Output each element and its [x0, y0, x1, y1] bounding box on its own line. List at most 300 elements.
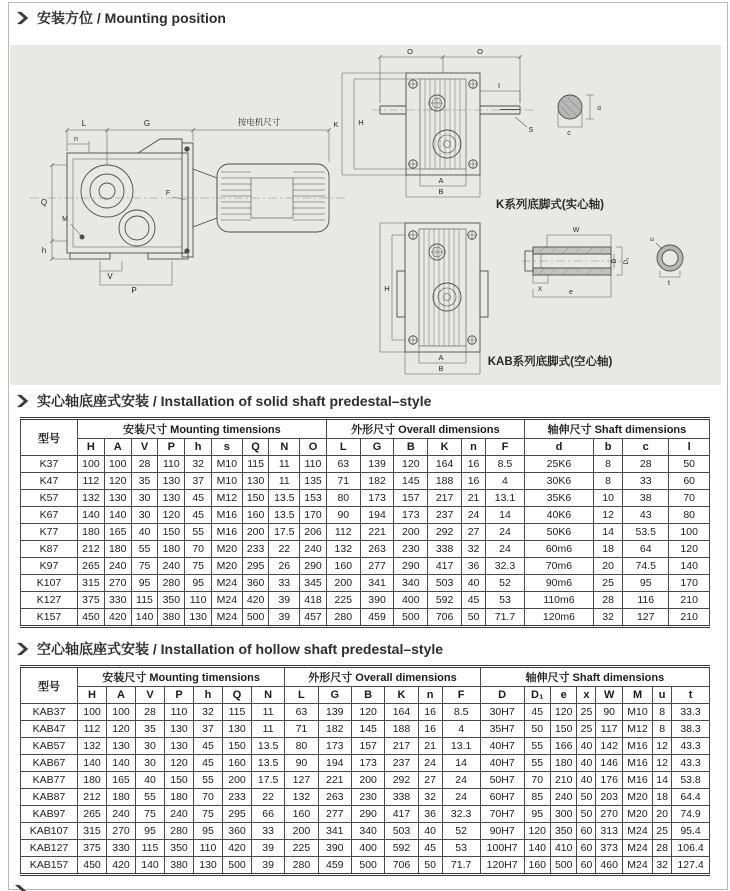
table-row: [21, 609, 710, 627]
value-cell: 140: [104, 507, 131, 524]
value-cell: 8.5: [442, 704, 480, 721]
value-cell: 115: [131, 592, 158, 609]
value-cell: 55: [131, 541, 158, 558]
value-cell: 500: [223, 857, 252, 875]
value-cell: 217: [385, 738, 418, 755]
column-header: x: [577, 687, 596, 704]
value-cell: 35K6: [524, 490, 593, 507]
value-cell: 182: [360, 473, 394, 490]
value-cell: 459: [360, 609, 394, 627]
value-cell: 90: [596, 704, 622, 721]
model-cell: KAB47: [21, 721, 78, 738]
value-cell: 75: [185, 558, 212, 575]
value-cell: M24: [622, 857, 652, 875]
value-cell: 237: [385, 755, 418, 772]
value-cell: 40: [131, 524, 158, 541]
value-cell: 417: [428, 558, 462, 575]
value-cell: 25: [577, 704, 596, 721]
value-cell: 13.5: [269, 507, 300, 524]
solid-front-view-drawing: [372, 73, 538, 175]
value-cell: 90m6: [524, 575, 593, 592]
value-cell: 164: [385, 704, 418, 721]
value-cell: 140: [78, 507, 105, 524]
value-cell: 28: [594, 592, 623, 609]
value-cell: 106.4: [672, 840, 710, 857]
value-cell: 75: [136, 806, 165, 823]
value-cell: 500: [394, 609, 428, 627]
value-cell: 13.5: [269, 490, 300, 507]
value-cell: 53.5: [623, 524, 669, 541]
column-header: G: [318, 687, 351, 704]
value-cell: 210: [669, 609, 710, 627]
model-cell: K57: [21, 490, 78, 507]
value-cell: 180: [78, 524, 105, 541]
group-header: 安装尺寸 Mounting timensions: [78, 419, 327, 439]
value-cell: 25: [577, 721, 596, 738]
model-cell: KAB127: [21, 840, 78, 857]
value-cell: 14: [653, 772, 672, 789]
value-cell: 233: [223, 789, 252, 806]
value-cell: 450: [78, 609, 105, 627]
column-header: K: [385, 687, 418, 704]
value-cell: M24: [212, 592, 243, 609]
motor-dimension-label: 按电机尺寸: [237, 117, 281, 127]
value-cell: 120: [165, 755, 194, 772]
value-cell: 180: [104, 541, 131, 558]
value-cell: 200: [394, 524, 428, 541]
model-cell: K77: [21, 524, 78, 541]
value-cell: 270: [596, 806, 622, 823]
dim-label-I: I: [497, 81, 501, 90]
dim-label-B-top: B: [438, 187, 444, 196]
value-cell: 10: [594, 490, 623, 507]
value-cell: 292: [428, 524, 462, 541]
value-cell: 53: [442, 840, 480, 857]
value-cell: 150: [158, 524, 185, 541]
table-row: [21, 704, 710, 721]
value-cell: 400: [394, 592, 428, 609]
value-cell: 45: [185, 507, 212, 524]
table-row: [21, 806, 710, 823]
column-header: l: [669, 439, 710, 456]
value-cell: 280: [158, 575, 185, 592]
value-cell: 173: [351, 755, 384, 772]
value-cell: 36: [418, 806, 442, 823]
model-cell: K127: [21, 592, 78, 609]
value-cell: 500: [351, 857, 384, 875]
table-row: [21, 772, 710, 789]
value-cell: M16: [622, 755, 652, 772]
value-cell: 71: [326, 473, 360, 490]
value-cell: 70: [669, 490, 710, 507]
table-row: [21, 840, 710, 857]
value-cell: 115: [242, 456, 269, 473]
value-cell: 33: [269, 575, 300, 592]
value-cell: 150: [242, 490, 269, 507]
value-cell: 130: [104, 490, 131, 507]
value-cell: 295: [223, 806, 252, 823]
value-cell: 420: [242, 592, 269, 609]
value-cell: 277: [360, 558, 394, 575]
value-cell: 265: [78, 558, 105, 575]
value-cell: 35H7: [480, 721, 524, 738]
value-cell: 18: [594, 541, 623, 558]
value-cell: 230: [394, 541, 428, 558]
value-cell: 135: [300, 473, 327, 490]
value-cell: 157: [351, 738, 384, 755]
value-cell: 277: [318, 806, 351, 823]
model-cell: KAB107: [21, 823, 78, 840]
value-cell: 45: [185, 490, 212, 507]
value-cell: 85: [524, 789, 550, 806]
value-cell: 38: [623, 490, 669, 507]
value-cell: 459: [318, 857, 351, 875]
value-cell: 225: [326, 592, 360, 609]
value-cell: 240: [158, 558, 185, 575]
value-cell: 290: [351, 806, 384, 823]
table-row: [21, 592, 710, 609]
value-cell: 180: [165, 789, 194, 806]
value-cell: 75: [194, 806, 223, 823]
value-cell: 14: [594, 524, 623, 541]
value-cell: 32: [461, 541, 485, 558]
value-cell: 18: [653, 789, 672, 806]
group-header: 轴伸尺寸 Shaft dimensions: [524, 419, 709, 439]
value-cell: 338: [428, 541, 462, 558]
value-cell: 21: [461, 490, 485, 507]
value-cell: 63: [326, 456, 360, 473]
value-cell: 120: [107, 721, 136, 738]
dim-label-H-top: H: [358, 118, 364, 127]
value-cell: 500: [551, 857, 577, 875]
value-cell: 52: [486, 575, 525, 592]
value-cell: 8: [594, 473, 623, 490]
value-cell: 11: [252, 704, 285, 721]
value-cell: 80: [326, 490, 360, 507]
value-cell: 592: [385, 840, 418, 857]
value-cell: 40: [577, 772, 596, 789]
section-arrow-icon: [16, 11, 30, 25]
value-cell: 375: [78, 592, 105, 609]
value-cell: 153: [300, 490, 327, 507]
value-cell: 120: [394, 456, 428, 473]
value-cell: M24: [212, 575, 243, 592]
value-cell: 80: [669, 507, 710, 524]
value-cell: 60: [577, 840, 596, 857]
value-cell: 27: [461, 524, 485, 541]
value-cell: 32: [653, 857, 672, 875]
table-row: [21, 473, 710, 490]
value-cell: 338: [385, 789, 418, 806]
value-cell: M10: [212, 456, 243, 473]
model-cell: KAB37: [21, 704, 78, 721]
value-cell: 330: [107, 840, 136, 857]
value-cell: 300: [551, 806, 577, 823]
value-cell: 127: [623, 609, 669, 627]
value-cell: 130: [242, 473, 269, 490]
value-cell: 63: [285, 704, 318, 721]
value-cell: 24: [486, 524, 525, 541]
column-header: B: [351, 687, 384, 704]
model-cell: KAB57: [21, 738, 78, 755]
group-header: 外形尺寸 Overall dimensions: [285, 667, 480, 687]
dim-label-F: F: [165, 190, 171, 197]
model-cell: KAB157: [21, 857, 78, 875]
value-cell: 132: [78, 490, 105, 507]
value-cell: 25: [653, 823, 672, 840]
value-cell: 180: [158, 541, 185, 558]
dim-label-O-right: O: [477, 47, 483, 56]
value-cell: 173: [360, 490, 394, 507]
value-cell: 180: [78, 772, 107, 789]
value-cell: 24: [442, 789, 480, 806]
value-cell: 142: [596, 738, 622, 755]
dim-label-O-left: O: [407, 47, 413, 56]
value-cell: 315: [78, 823, 107, 840]
value-cell: M12: [212, 490, 243, 507]
value-cell: 230: [351, 789, 384, 806]
value-cell: 43.3: [672, 755, 710, 772]
value-cell: 32.3: [442, 806, 480, 823]
value-cell: 95: [524, 806, 550, 823]
column-header: F: [486, 439, 525, 456]
value-cell: 350: [158, 592, 185, 609]
value-cell: 55: [136, 789, 165, 806]
value-cell: 706: [428, 609, 462, 627]
value-cell: 16: [461, 456, 485, 473]
dim-label-t: t: [668, 280, 670, 287]
value-cell: 40: [418, 823, 442, 840]
value-cell: 120: [158, 507, 185, 524]
dim-label-S: S: [528, 127, 534, 134]
model-cell: K47: [21, 473, 78, 490]
value-cell: 375: [78, 840, 107, 857]
value-cell: 52: [442, 823, 480, 840]
value-cell: 37: [185, 473, 212, 490]
dim-label-Q: Q: [40, 198, 48, 207]
model-cell: KAB77: [21, 772, 78, 789]
value-cell: 45: [194, 755, 223, 772]
value-cell: 8.5: [486, 456, 525, 473]
model-cell: KAB67: [21, 755, 78, 772]
value-cell: 32: [185, 456, 212, 473]
value-cell: 24: [418, 755, 442, 772]
value-cell: 90: [285, 755, 318, 772]
value-cell: 132: [78, 738, 107, 755]
value-cell: 240: [300, 541, 327, 558]
value-cell: 110: [185, 592, 212, 609]
value-cell: 150: [165, 772, 194, 789]
value-cell: 38.3: [672, 721, 710, 738]
dim-label-K: K: [333, 120, 339, 129]
column-header: H: [78, 439, 105, 456]
value-cell: 50: [461, 609, 485, 627]
value-cell: 110: [165, 704, 194, 721]
value-cell: 70: [194, 789, 223, 806]
group-header: 外形尺寸 Overall dimensions: [326, 419, 524, 439]
value-cell: 139: [318, 704, 351, 721]
value-cell: 120: [351, 704, 384, 721]
value-cell: 40: [577, 738, 596, 755]
value-cell: 120: [551, 704, 577, 721]
value-cell: 360: [242, 575, 269, 592]
group-header: 安装尺寸 Mounting timensions: [78, 667, 285, 687]
value-cell: 373: [596, 840, 622, 857]
dim-label-X: X: [537, 286, 543, 293]
value-cell: 280: [165, 823, 194, 840]
dim-label-P: P: [131, 286, 137, 295]
value-cell: 200: [326, 575, 360, 592]
value-cell: 350: [551, 823, 577, 840]
section-header-mounting: [16, 8, 226, 28]
value-cell: 265: [78, 806, 107, 823]
value-cell: 212: [78, 789, 107, 806]
section-title-solid: 实心轴底座式安装 / Installation of solid shaft predestal–style: [37, 393, 432, 409]
value-cell: 457: [300, 609, 327, 627]
hollow-front-view-dimensions: [380, 223, 480, 374]
value-cell: 130: [165, 721, 194, 738]
value-cell: 200: [285, 823, 318, 840]
section-title-hollow: 空心轴底座式安装 / Installation of hollow shaft predestal–style: [37, 641, 444, 657]
value-cell: 112: [78, 721, 107, 738]
value-cell: 32: [194, 704, 223, 721]
dim-label-A-top: A: [438, 176, 444, 185]
value-cell: 173: [394, 507, 428, 524]
value-cell: 233: [242, 541, 269, 558]
value-cell: 14: [486, 507, 525, 524]
column-header: Q: [223, 687, 252, 704]
dim-label-V: V: [107, 272, 113, 281]
column-header: F: [442, 687, 480, 704]
value-cell: 127.4: [672, 857, 710, 875]
value-cell: 100: [78, 456, 105, 473]
value-cell: 140: [131, 609, 158, 627]
value-cell: 112: [326, 524, 360, 541]
value-cell: 240: [165, 806, 194, 823]
value-cell: 350: [165, 840, 194, 857]
value-cell: 140: [524, 840, 550, 857]
value-cell: 180: [551, 755, 577, 772]
value-cell: 150: [223, 738, 252, 755]
value-cell: 130: [107, 738, 136, 755]
solid-shaft-table: [20, 417, 710, 628]
value-cell: 12: [594, 507, 623, 524]
value-cell: 64: [623, 541, 669, 558]
value-cell: 95: [131, 575, 158, 592]
value-cell: 35: [136, 721, 165, 738]
value-cell: M10: [212, 473, 243, 490]
side-view-dimensions: [50, 128, 331, 285]
value-cell: 130: [158, 490, 185, 507]
value-cell: 164: [428, 456, 462, 473]
value-cell: M20: [212, 558, 243, 575]
column-header: n: [461, 439, 485, 456]
value-cell: 4: [486, 473, 525, 490]
model-cell: K67: [21, 507, 78, 524]
column-header: h: [185, 439, 212, 456]
value-cell: 295: [242, 558, 269, 575]
model-cell: K87: [21, 541, 78, 558]
section-arrow-icon: [16, 394, 30, 408]
value-cell: 53: [486, 592, 525, 609]
section-arrow-icon-partial: [14, 884, 29, 891]
value-cell: 120: [669, 541, 710, 558]
value-cell: 116: [623, 592, 669, 609]
value-cell: M12: [622, 721, 652, 738]
table-row: [21, 857, 710, 875]
value-cell: 140: [78, 755, 107, 772]
value-cell: 420: [107, 857, 136, 875]
value-cell: 225: [285, 840, 318, 857]
column-header: e: [551, 687, 577, 704]
value-cell: 120H7: [480, 857, 524, 875]
value-cell: 400: [351, 840, 384, 857]
value-cell: 50: [524, 721, 550, 738]
value-cell: 194: [360, 507, 394, 524]
group-header: 轴伸尺寸 Shaft dimensions: [480, 667, 709, 687]
model-header: 型号: [21, 419, 78, 456]
dim-label-d: d: [597, 105, 601, 112]
value-cell: 39: [252, 857, 285, 875]
value-cell: 70: [185, 541, 212, 558]
value-cell: 345: [300, 575, 327, 592]
side-view-drawing: [30, 139, 345, 259]
column-header: V: [136, 687, 165, 704]
value-cell: 390: [318, 840, 351, 857]
value-cell: 115: [136, 840, 165, 857]
value-cell: 460: [596, 857, 622, 875]
value-cell: 40K6: [524, 507, 593, 524]
column-header: V: [131, 439, 158, 456]
solid-shaft-section-drawing: [558, 95, 582, 119]
value-cell: 13.5: [252, 755, 285, 772]
column-header: P: [158, 439, 185, 456]
value-cell: 32.3: [486, 558, 525, 575]
value-cell: 330: [104, 592, 131, 609]
value-cell: 130: [165, 738, 194, 755]
value-cell: 217: [428, 490, 462, 507]
column-header: b: [594, 439, 623, 456]
value-cell: 55: [194, 772, 223, 789]
value-cell: 50: [577, 806, 596, 823]
value-cell: 100: [107, 704, 136, 721]
value-cell: M20: [212, 541, 243, 558]
value-cell: 74.9: [672, 806, 710, 823]
value-cell: 212: [78, 541, 105, 558]
value-cell: 13.1: [486, 490, 525, 507]
value-cell: 45: [461, 592, 485, 609]
value-cell: 50: [669, 456, 710, 473]
value-cell: 37: [194, 721, 223, 738]
value-cell: 110: [194, 840, 223, 857]
value-cell: 39: [252, 840, 285, 857]
hollow-shaft-section-drawing: [522, 247, 622, 275]
value-cell: 95: [623, 575, 669, 592]
value-cell: 132: [285, 789, 318, 806]
value-cell: 420: [223, 840, 252, 857]
value-cell: 75: [131, 558, 158, 575]
value-cell: 270: [107, 823, 136, 840]
value-cell: 4: [442, 721, 480, 738]
value-cell: 341: [318, 823, 351, 840]
value-cell: 40: [136, 772, 165, 789]
hollow-shaft-section-dimensions: [533, 235, 622, 297]
column-header: N: [269, 439, 300, 456]
value-cell: 280: [326, 609, 360, 627]
value-cell: 16: [418, 704, 442, 721]
value-cell: 270: [104, 575, 131, 592]
column-header: L: [285, 687, 318, 704]
